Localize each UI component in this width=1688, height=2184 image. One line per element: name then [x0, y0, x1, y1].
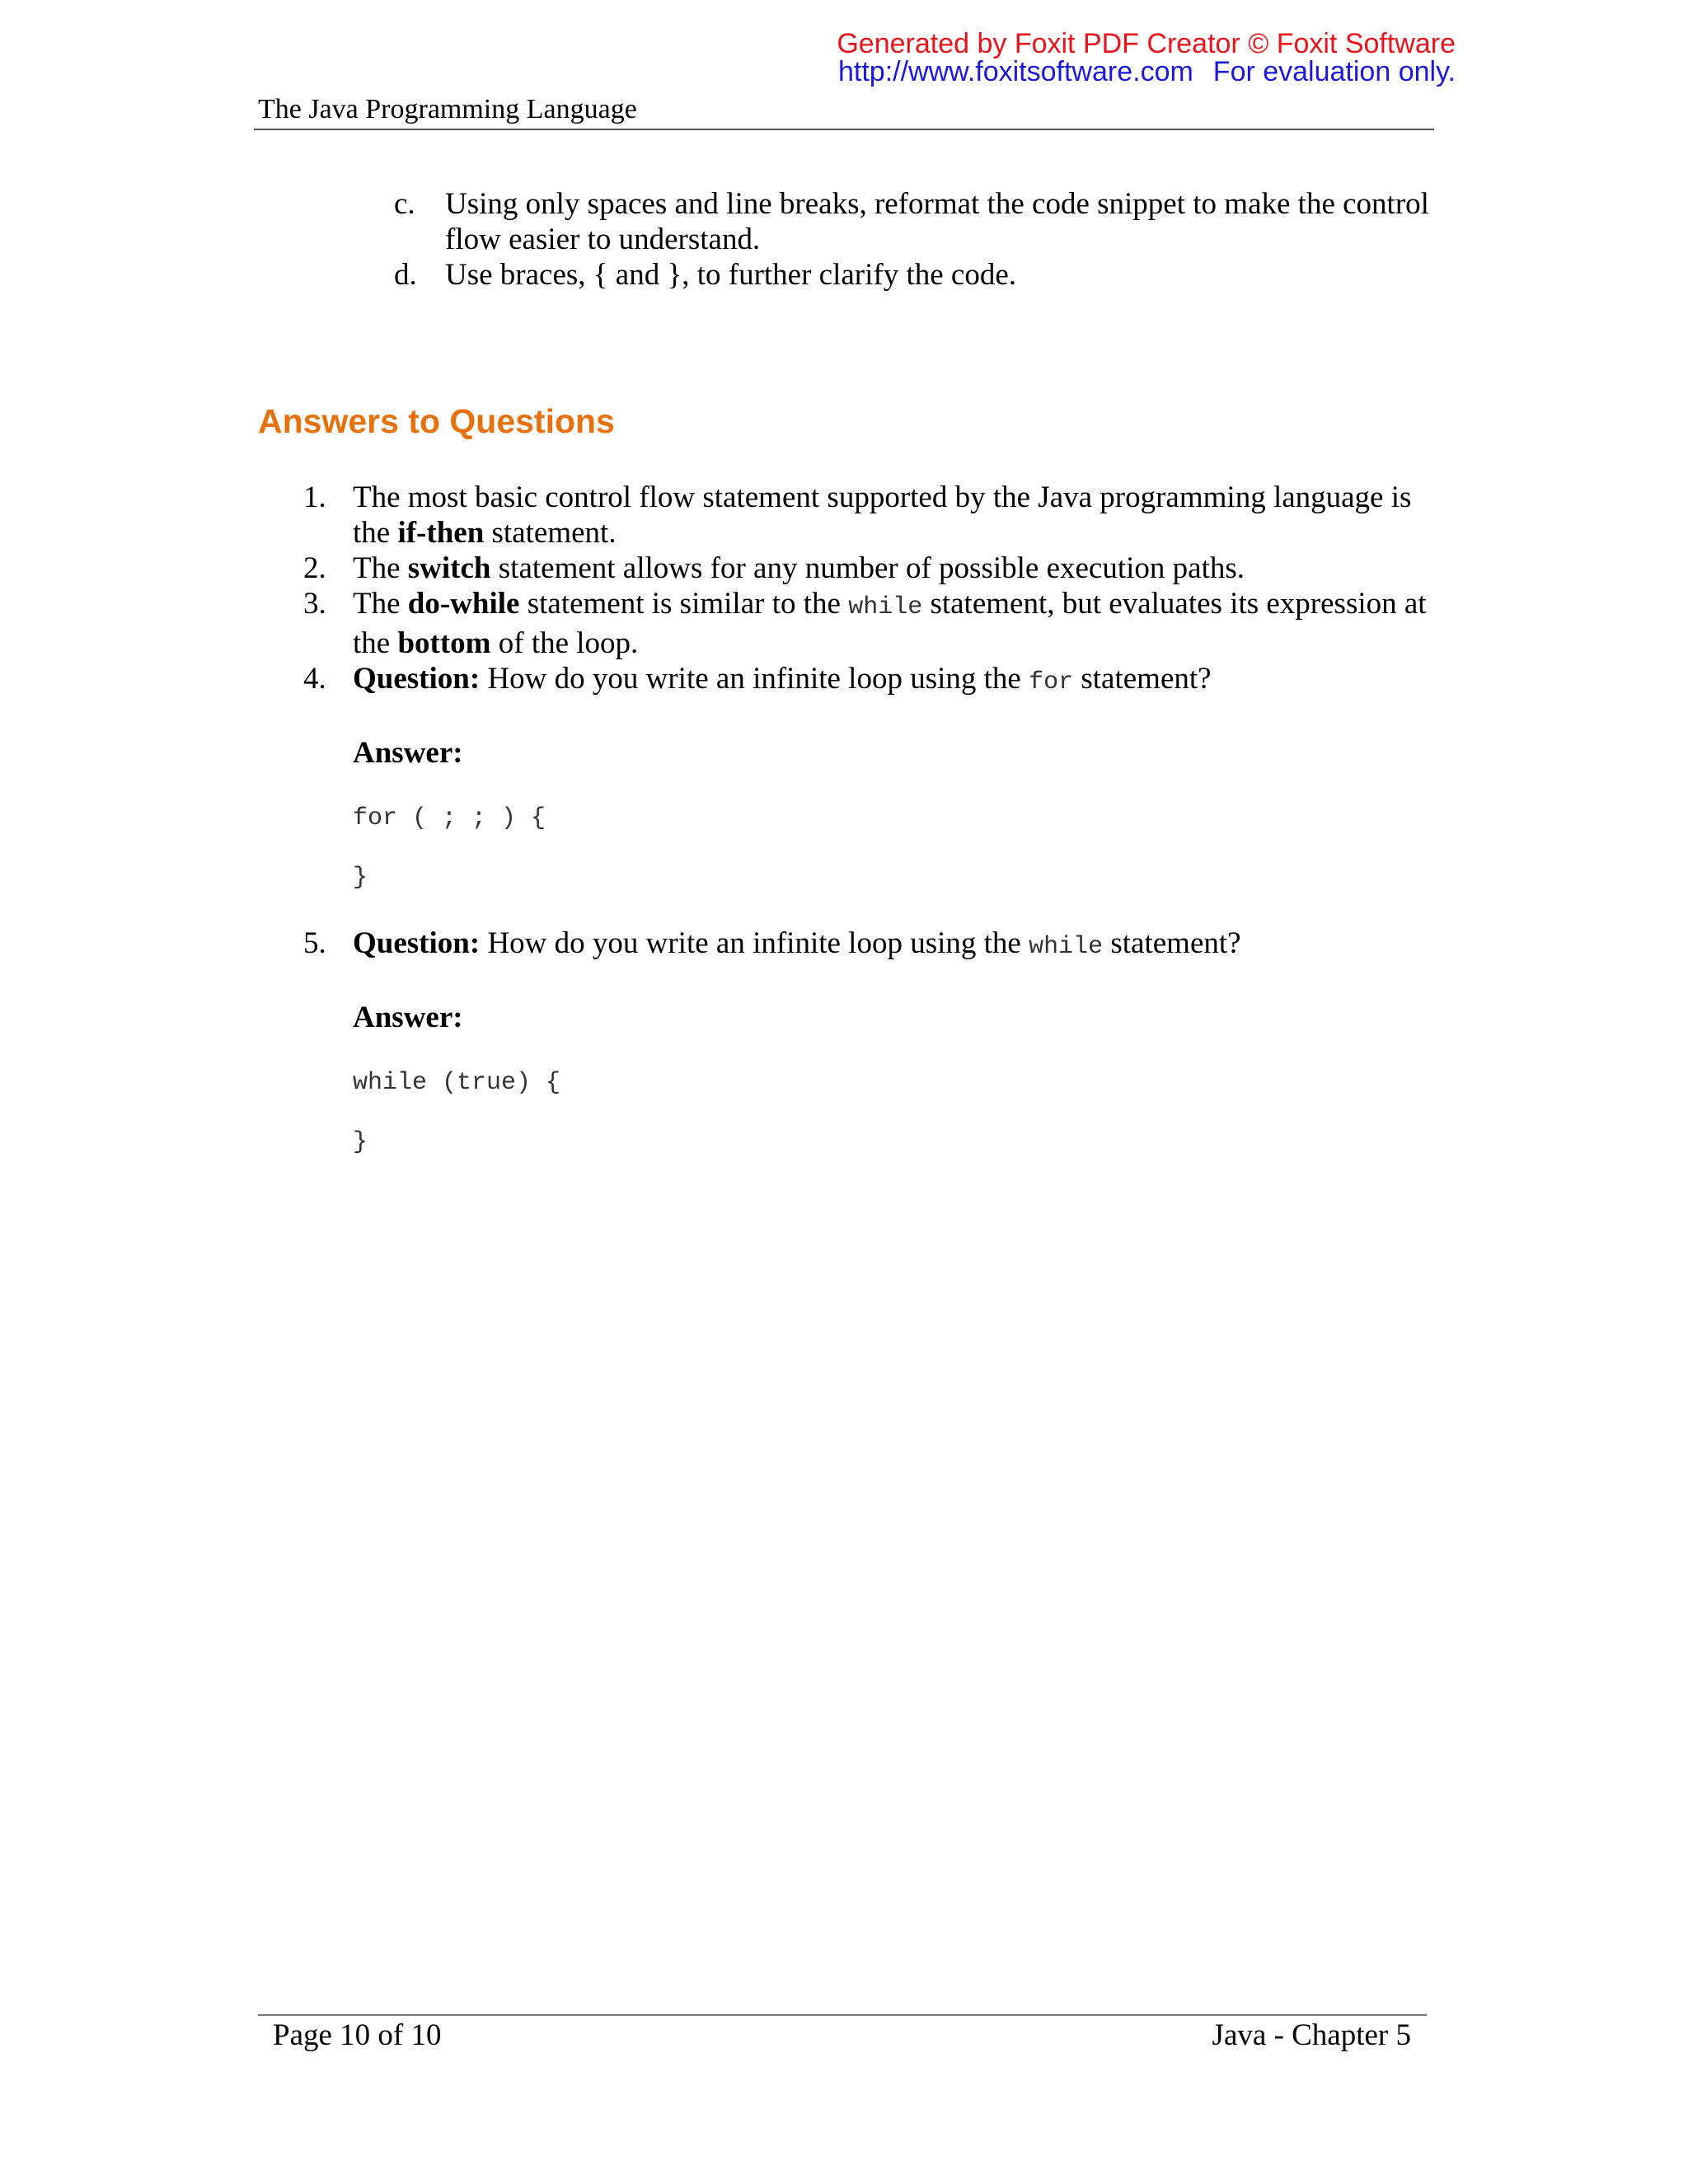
- question-line: [353, 661, 1432, 701]
- code-line-open: for ( ; ; ) {: [353, 804, 546, 832]
- answer-label: Answer:: [353, 1001, 463, 1034]
- bold-term: do-while: [407, 587, 520, 621]
- watermark-generated-text: Generated by Foxit PDF Creator © Foxit Software: [837, 28, 1456, 59]
- inline-code: while: [848, 593, 923, 621]
- sub-item-marker: c.: [394, 187, 415, 221]
- sub-list-item: [394, 257, 1432, 293]
- footer-divider: [258, 2014, 1427, 2016]
- inline-code: for: [1029, 668, 1074, 696]
- bold-term: bottom: [397, 626, 491, 660]
- text-run: statement?: [1103, 926, 1241, 960]
- text-run: statement is similar to the: [519, 587, 849, 621]
- text-run: The: [353, 587, 408, 621]
- sub-item-text: Using only spaces and line breaks, reformat the code snippet to make the control flow easier to understand.: [445, 187, 1429, 256]
- question-label: Question:: [353, 662, 481, 696]
- text-run: statement, but evaluates its expression at the: [353, 587, 1427, 660]
- text-run: The: [353, 551, 408, 585]
- text-run: How do you write an infinite loop using the: [480, 662, 1029, 696]
- answer-item-1: [303, 480, 1432, 551]
- footer-chapter: Java - Chapter 5: [1212, 2018, 1411, 2052]
- answer-text: [353, 551, 1432, 586]
- answer-body: [353, 926, 1432, 1157]
- answer-marker: 4.: [303, 662, 326, 696]
- answer-item-3: [303, 586, 1432, 661]
- inline-code: while: [1029, 933, 1104, 961]
- sub-item-text: Use braces, { and }, to further clarify the code.: [445, 258, 1017, 292]
- text-run: How do you write an infinite loop using the: [480, 926, 1029, 960]
- text-run: of the loop.: [490, 626, 639, 660]
- watermark-url-line: [837, 58, 1456, 86]
- foxit-watermark: [837, 30, 1456, 86]
- sub-list-item: [394, 186, 1432, 257]
- text-run: The most basic control flow statement supported by the Java programming language is the: [353, 480, 1412, 550]
- exercise-sub-list: [394, 186, 1432, 293]
- answer-item-4: [303, 661, 1432, 893]
- code-line-close: }: [353, 864, 368, 892]
- answer-marker: 2.: [303, 551, 326, 585]
- answer-marker: 1.: [303, 480, 326, 514]
- footer-page-number: Page 10 of 10: [273, 2018, 442, 2052]
- answer-label: Answer:: [353, 736, 463, 770]
- answer-text: [353, 586, 1432, 661]
- answer-marker: 5.: [303, 926, 326, 960]
- sub-item-marker: d.: [394, 258, 417, 292]
- header-divider: [254, 129, 1434, 130]
- question-line: [353, 926, 1432, 965]
- answer-item-5: [303, 926, 1432, 1157]
- answer-item-2: [303, 551, 1432, 586]
- text-run: statement?: [1073, 662, 1212, 696]
- code-line-open: while (true) {: [353, 1069, 561, 1097]
- text-run: statement.: [484, 516, 617, 550]
- question-label: Question:: [353, 926, 481, 960]
- answers-list: [303, 480, 1432, 1157]
- code-line-close: }: [353, 1128, 368, 1156]
- bold-term: if-then: [397, 516, 485, 550]
- running-header-title: The Java Programming Language: [258, 94, 637, 124]
- bold-term: switch: [407, 551, 491, 585]
- watermark-url-link[interactable]: http://www.foxitsoftware.com: [837, 56, 1193, 87]
- answer-text: [353, 480, 1432, 551]
- text-run: statement allows for any number of possible execution paths.: [490, 551, 1245, 585]
- answer-body: [353, 661, 1432, 893]
- section-heading: Answers to Questions: [258, 402, 615, 440]
- answer-marker: 3.: [303, 587, 326, 621]
- watermark-eval-text: For evaluation only.: [1212, 56, 1456, 87]
